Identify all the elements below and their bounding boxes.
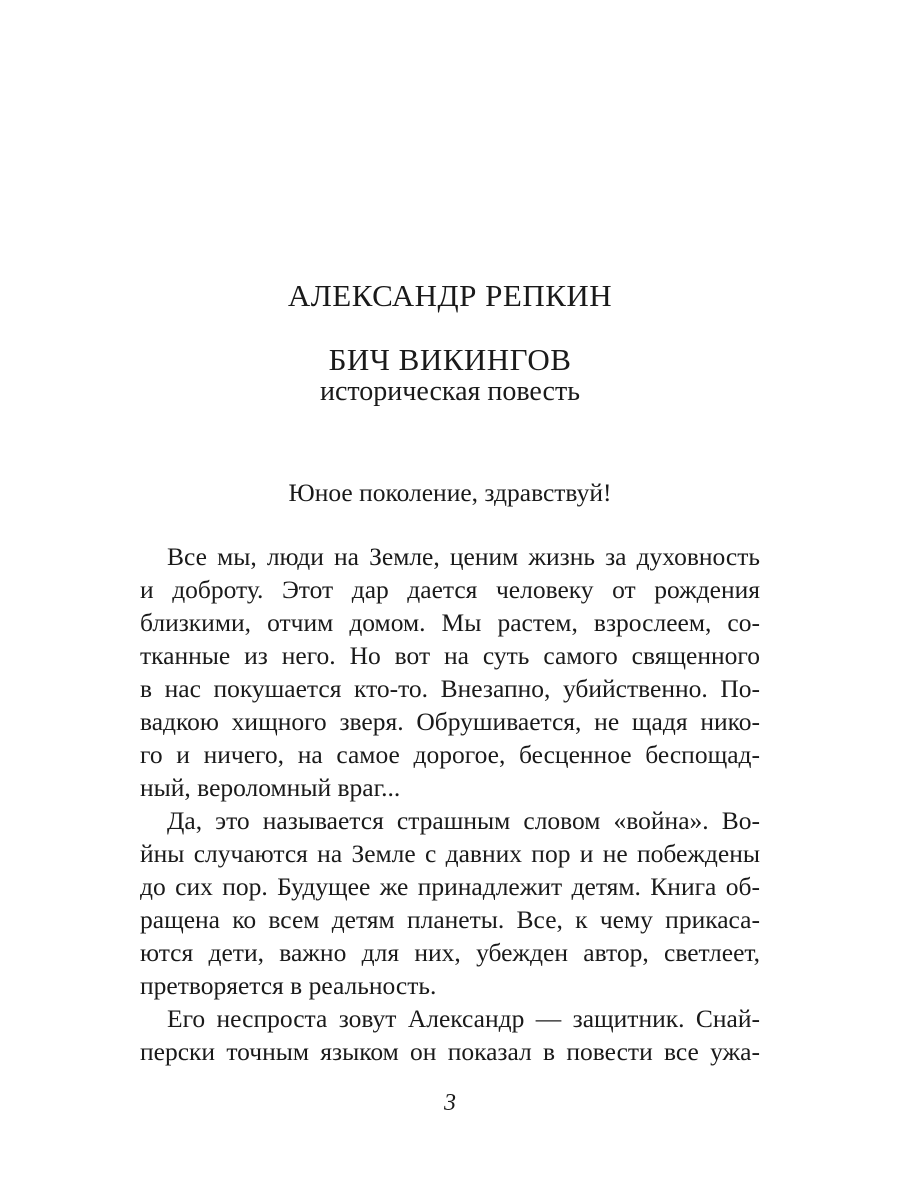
text-line: го и ничего, на самое дорогое, бесценное беспощад- <box>140 740 760 769</box>
text-line: Его неспроста зовут Александр — защитник. Снай- <box>167 1004 760 1033</box>
book-title: БИЧ ВИКИНГОВ <box>328 342 572 377</box>
preface-body <box>140 540 760 1068</box>
book-subtitle: историческая повесть <box>320 376 580 407</box>
text-line: вадкою хищного зверя. Обрушивается, не щадя нико- <box>140 707 760 736</box>
text-line: в нас покушается кто-то. Внезапно, убийственно. По- <box>140 674 760 703</box>
text-line: до сих пор. Будущее же принадлежит детям. Книга об- <box>140 872 760 901</box>
preface-heading: Юное поколение, здравствуй! <box>288 478 612 507</box>
text-line: Да, это называется страшным словом «война». Во- <box>167 806 760 835</box>
text-line: ются дети, важно для них, убежден автор, светлеет, <box>140 938 760 967</box>
text-line: перски точным языком он показал в повести все ужа- <box>140 1037 760 1066</box>
text-line: и доброту. Этот дар дается человеку от рождения <box>140 575 760 604</box>
text-line: близкими, отчим домом. Мы растем, взрослеем, со- <box>140 608 760 637</box>
text-line: ращена ко всем детям планеты. Все, к чему прикаса- <box>140 905 760 934</box>
author-name: АЛЕКСАНДР РЕПКИН <box>287 278 613 313</box>
text-line: тканные из него. Но вот на суть самого священного <box>140 641 760 670</box>
text-line: претворяется в реальность. <box>140 971 437 1000</box>
text-line: йны случаются на Земле с давних пор и не побеждены <box>140 839 760 868</box>
page-number: 3 <box>444 1090 456 1116</box>
text-line: Все мы, люди на Земле, ценим жизнь за духовность <box>167 542 760 571</box>
text-line: ный, вероломный враг... <box>140 773 401 802</box>
